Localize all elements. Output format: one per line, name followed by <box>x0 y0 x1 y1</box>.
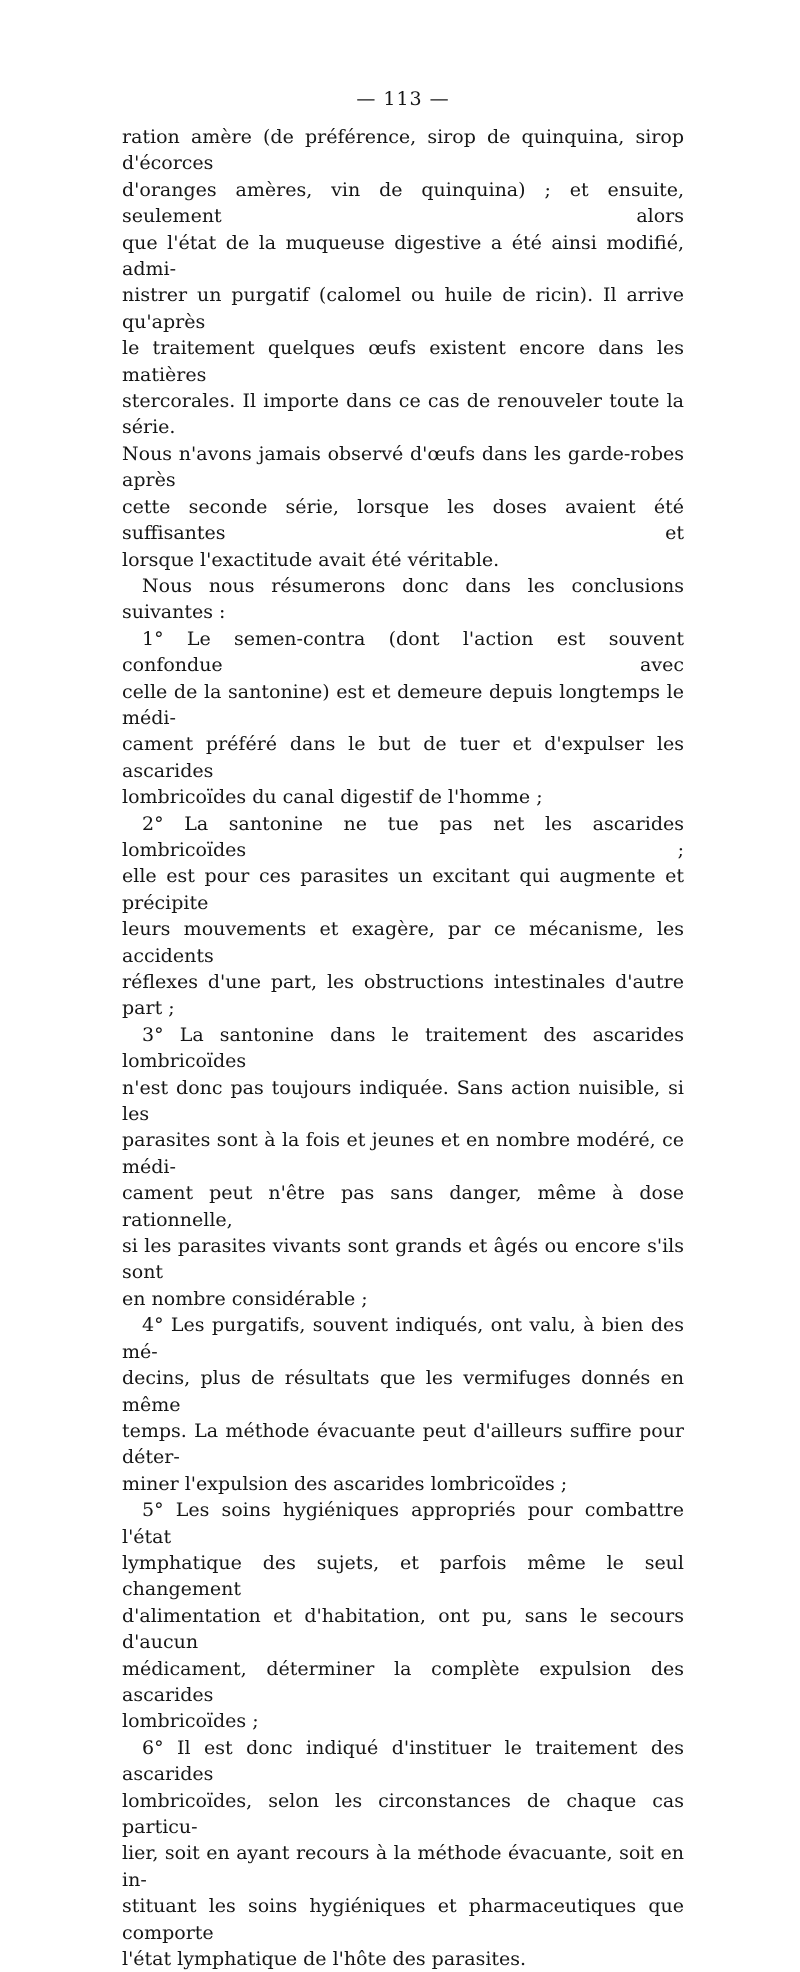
paragraph-conclusion-1 <box>122 626 684 784</box>
text-line: celle de la santonine) est et demeure depuis longtemps le médi- <box>122 680 684 729</box>
text-line: lombricoïdes ; <box>122 1710 259 1733</box>
text-line: lymphatique des sujets, et parfois même le seul changement <box>122 1551 684 1601</box>
paragraph-conclusion-3-end <box>122 1286 684 1312</box>
text-line: d'alimentation et d'habitation, ont pu, sans le secours d'aucun <box>122 1604 684 1654</box>
text-line: lorsque l'exactitude avait été véritable. <box>122 548 500 571</box>
paragraph-conclusion-2-end <box>122 969 684 1022</box>
text-line: lombricoïdes du canal digestif de l'homme ; <box>122 786 543 809</box>
paragraph-conclusion-4 <box>122 1312 684 1470</box>
paragraph-conclusion-4-end <box>122 1471 684 1497</box>
text-line: médicament, déterminer la complète expulsion des ascarides <box>122 1657 684 1706</box>
text-line: stercorales. Il importe dans ce cas de renouveler toute la série. <box>122 390 684 439</box>
text-line: cette seconde série, lorsque les doses avaient été suffisantes et <box>122 495 684 545</box>
text-line: le traitement quelques œufs existent encore dans les matières <box>122 337 684 386</box>
text-line: decins, plus de résultats que les vermifuges donnés en même <box>122 1367 684 1416</box>
paragraph-conclusion-5-end <box>122 1708 684 1734</box>
paragraph-conclusion-6-end <box>122 1946 684 1972</box>
text-line: 6° Il est donc indiqué d'instituer le traitement des ascarides <box>122 1736 684 1786</box>
text-line: réflexes d'une part, les obstructions intestinales d'autre part ; <box>122 971 684 1020</box>
paragraph-summary-intro <box>122 573 684 626</box>
page-number: — 113 — <box>356 88 450 110</box>
text-line: n'est donc pas toujours indiquée. Sans action nuisible, si les <box>122 1076 684 1126</box>
paragraph-conclusion-2 <box>122 811 684 969</box>
body-text <box>122 124 684 1972</box>
text-line: stituant les soins hygiéniques et pharmaceutiques que comporte <box>122 1895 684 1944</box>
text-line: miner l'expulsion des ascarides lombricoïdes ; <box>122 1472 568 1495</box>
text-line: cament peut n'être pas sans danger, même à dose rationnelle, <box>122 1182 684 1231</box>
text-line: Nous n'avons jamais observé d'œufs dans les garde-robes après <box>122 442 684 492</box>
text-line: d'oranges amères, vin de quinquina) ; et ensuite, seulement alors <box>122 178 684 228</box>
text-line: 5° Les soins hygiéniques appropriés pour combattre l'état <box>122 1499 684 1548</box>
text-line: ration amère (de préférence, sirop de quinquina, sirop d'écorces <box>122 126 684 175</box>
text-line: nistrer un purgatif (calomel ou huile de ricin). Il arrive qu'après <box>122 284 684 333</box>
paragraph-conclusion-1-end <box>122 784 684 810</box>
paragraph-conclusion-6 <box>122 1735 684 1946</box>
text-line: l'état lymphatique de l'hôte des parasites. <box>122 1948 527 1971</box>
text-line: 2° La santonine ne tue pas net les ascarides lombricoïdes ; <box>122 812 684 861</box>
paragraph-conclusion-5 <box>122 1497 684 1708</box>
text-line: Nous nous résumerons donc dans les conclusions suivantes : <box>122 574 684 624</box>
text-line: si les parasites vivants sont grands et âgés ou encore s'ils sont <box>122 1235 684 1284</box>
text-line: lier, soit en ayant recours à la méthode évacuante, soit en in- <box>122 1842 684 1891</box>
text-line: cament préféré dans le but de tuer et d'expulser les ascarides <box>122 733 684 782</box>
text-line: 3° La santonine dans le traitement des ascarides lombricoïdes <box>122 1023 684 1073</box>
book-page <box>122 86 684 1972</box>
text-line: parasites sont à la fois et jeunes et en nombre modéré, ce médi- <box>122 1129 684 1178</box>
text-line: que l'état de la muqueuse digestive a été ainsi modifié, admi- <box>122 231 684 281</box>
text-line: 4° Les purgatifs, souvent indiqués, ont valu, à bien des mé- <box>122 1314 684 1363</box>
paragraph-continuation-end <box>122 547 684 573</box>
text-line: temps. La méthode évacuante peut d'ailleurs suffire pour déter- <box>122 1419 684 1469</box>
paragraph-conclusion-3 <box>122 1022 684 1286</box>
text-line: 1° Le semen-contra (dont l'action est souvent confondue avec <box>122 627 684 677</box>
paragraph-continuation <box>122 124 684 547</box>
text-line: leurs mouvements et exagère, par ce mécanisme, les accidents <box>122 918 684 967</box>
text-line: en nombre considérable ; <box>122 1287 368 1310</box>
text-line: elle est pour ces parasites un excitant qui augmente et précipite <box>122 865 684 914</box>
text-line: lombricoïdes, selon les circonstances de chaque cas particu- <box>122 1789 684 1838</box>
